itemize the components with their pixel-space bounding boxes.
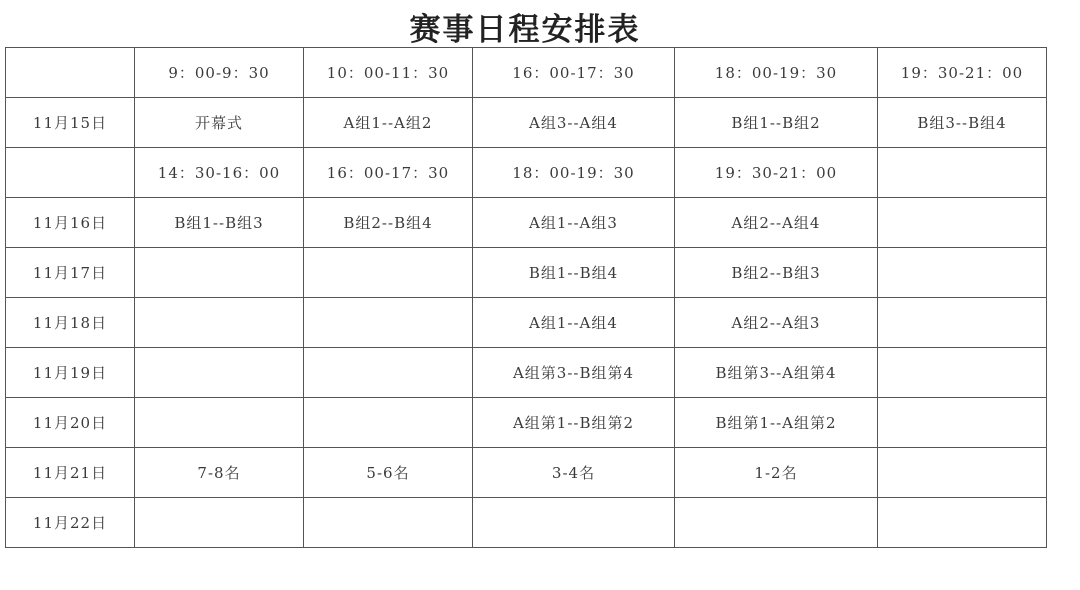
match-cell: A组2--A组4 (675, 198, 878, 248)
match-cell: B组1--B组2 (675, 98, 878, 148)
match-cell (878, 448, 1047, 498)
date-cell: 11月19日 (6, 348, 135, 398)
match-cell (304, 498, 473, 548)
date-cell: 11月22日 (6, 498, 135, 548)
time-slot-row (6, 148, 1047, 198)
match-cell: A组2--A组3 (675, 298, 878, 348)
match-cell: A组1--A组3 (473, 198, 675, 248)
time-slot-row (6, 48, 1047, 98)
match-cell: A组第1--B组第2 (473, 398, 675, 448)
date-cell: 11月15日 (6, 98, 135, 148)
match-cell (304, 348, 473, 398)
schedule-row (6, 248, 1047, 298)
schedule-row (6, 98, 1047, 148)
time-slot-cell: 14：30-16：00 (135, 148, 304, 198)
match-cell: B组第1--A组第2 (675, 398, 878, 448)
match-cell (878, 198, 1047, 248)
date-cell: 11月17日 (6, 248, 135, 298)
time-slot-cell: 18：00-19：30 (473, 148, 675, 198)
date-cell: 11月18日 (6, 298, 135, 348)
match-cell (135, 498, 304, 548)
match-cell: 7-8名 (135, 448, 304, 498)
schedule-row (6, 298, 1047, 348)
match-cell: A组1--A组4 (473, 298, 675, 348)
match-cell (878, 248, 1047, 298)
match-cell: B组3--B组4 (878, 98, 1047, 148)
match-cell (878, 498, 1047, 548)
date-cell: 11月20日 (6, 398, 135, 448)
time-slot-cell: 16：00-17：30 (473, 48, 675, 98)
match-cell: B组2--B组3 (675, 248, 878, 298)
time-slot-cell: 18：00-19：30 (675, 48, 878, 98)
match-cell: B组1--B组3 (135, 198, 304, 248)
match-cell (135, 348, 304, 398)
time-slot-cell: 19：30-21：00 (675, 148, 878, 198)
date-cell: 11月16日 (6, 198, 135, 248)
match-cell (304, 298, 473, 348)
date-cell: 11月21日 (6, 448, 135, 498)
match-cell: A组3--A组4 (473, 98, 675, 148)
page-title: 赛事日程安排表 (409, 12, 641, 48)
date-cell (6, 148, 135, 198)
schedule-row (6, 498, 1047, 548)
match-cell: 开幕式 (135, 98, 304, 148)
date-cell (6, 48, 135, 98)
time-slot-cell: 10：00-11：30 (304, 48, 473, 98)
match-cell: 5-6名 (304, 448, 473, 498)
match-cell (135, 248, 304, 298)
match-cell: A组第3--B组第4 (473, 348, 675, 398)
match-cell: A组1--A组2 (304, 98, 473, 148)
match-cell (135, 398, 304, 448)
match-cell: B组第3--A组第4 (675, 348, 878, 398)
match-cell: B组2--B组4 (304, 198, 473, 248)
match-cell: 1-2名 (675, 448, 878, 498)
time-slot-cell (878, 148, 1047, 198)
schedule-row (6, 448, 1047, 498)
schedule-row (6, 398, 1047, 448)
match-cell: 3-4名 (473, 448, 675, 498)
match-cell (878, 398, 1047, 448)
match-cell (304, 398, 473, 448)
match-cell (878, 348, 1047, 398)
match-cell (473, 498, 675, 548)
schedule-table (5, 47, 1047, 548)
time-slot-cell: 9：00-9：30 (135, 48, 304, 98)
schedule-row (6, 348, 1047, 398)
match-cell (878, 298, 1047, 348)
time-slot-cell: 19：30-21：00 (878, 48, 1047, 98)
match-cell (304, 248, 473, 298)
match-cell (135, 298, 304, 348)
time-slot-cell: 16：00-17：30 (304, 148, 473, 198)
schedule-row (6, 198, 1047, 248)
match-cell: B组1--B组4 (473, 248, 675, 298)
match-cell (675, 498, 878, 548)
